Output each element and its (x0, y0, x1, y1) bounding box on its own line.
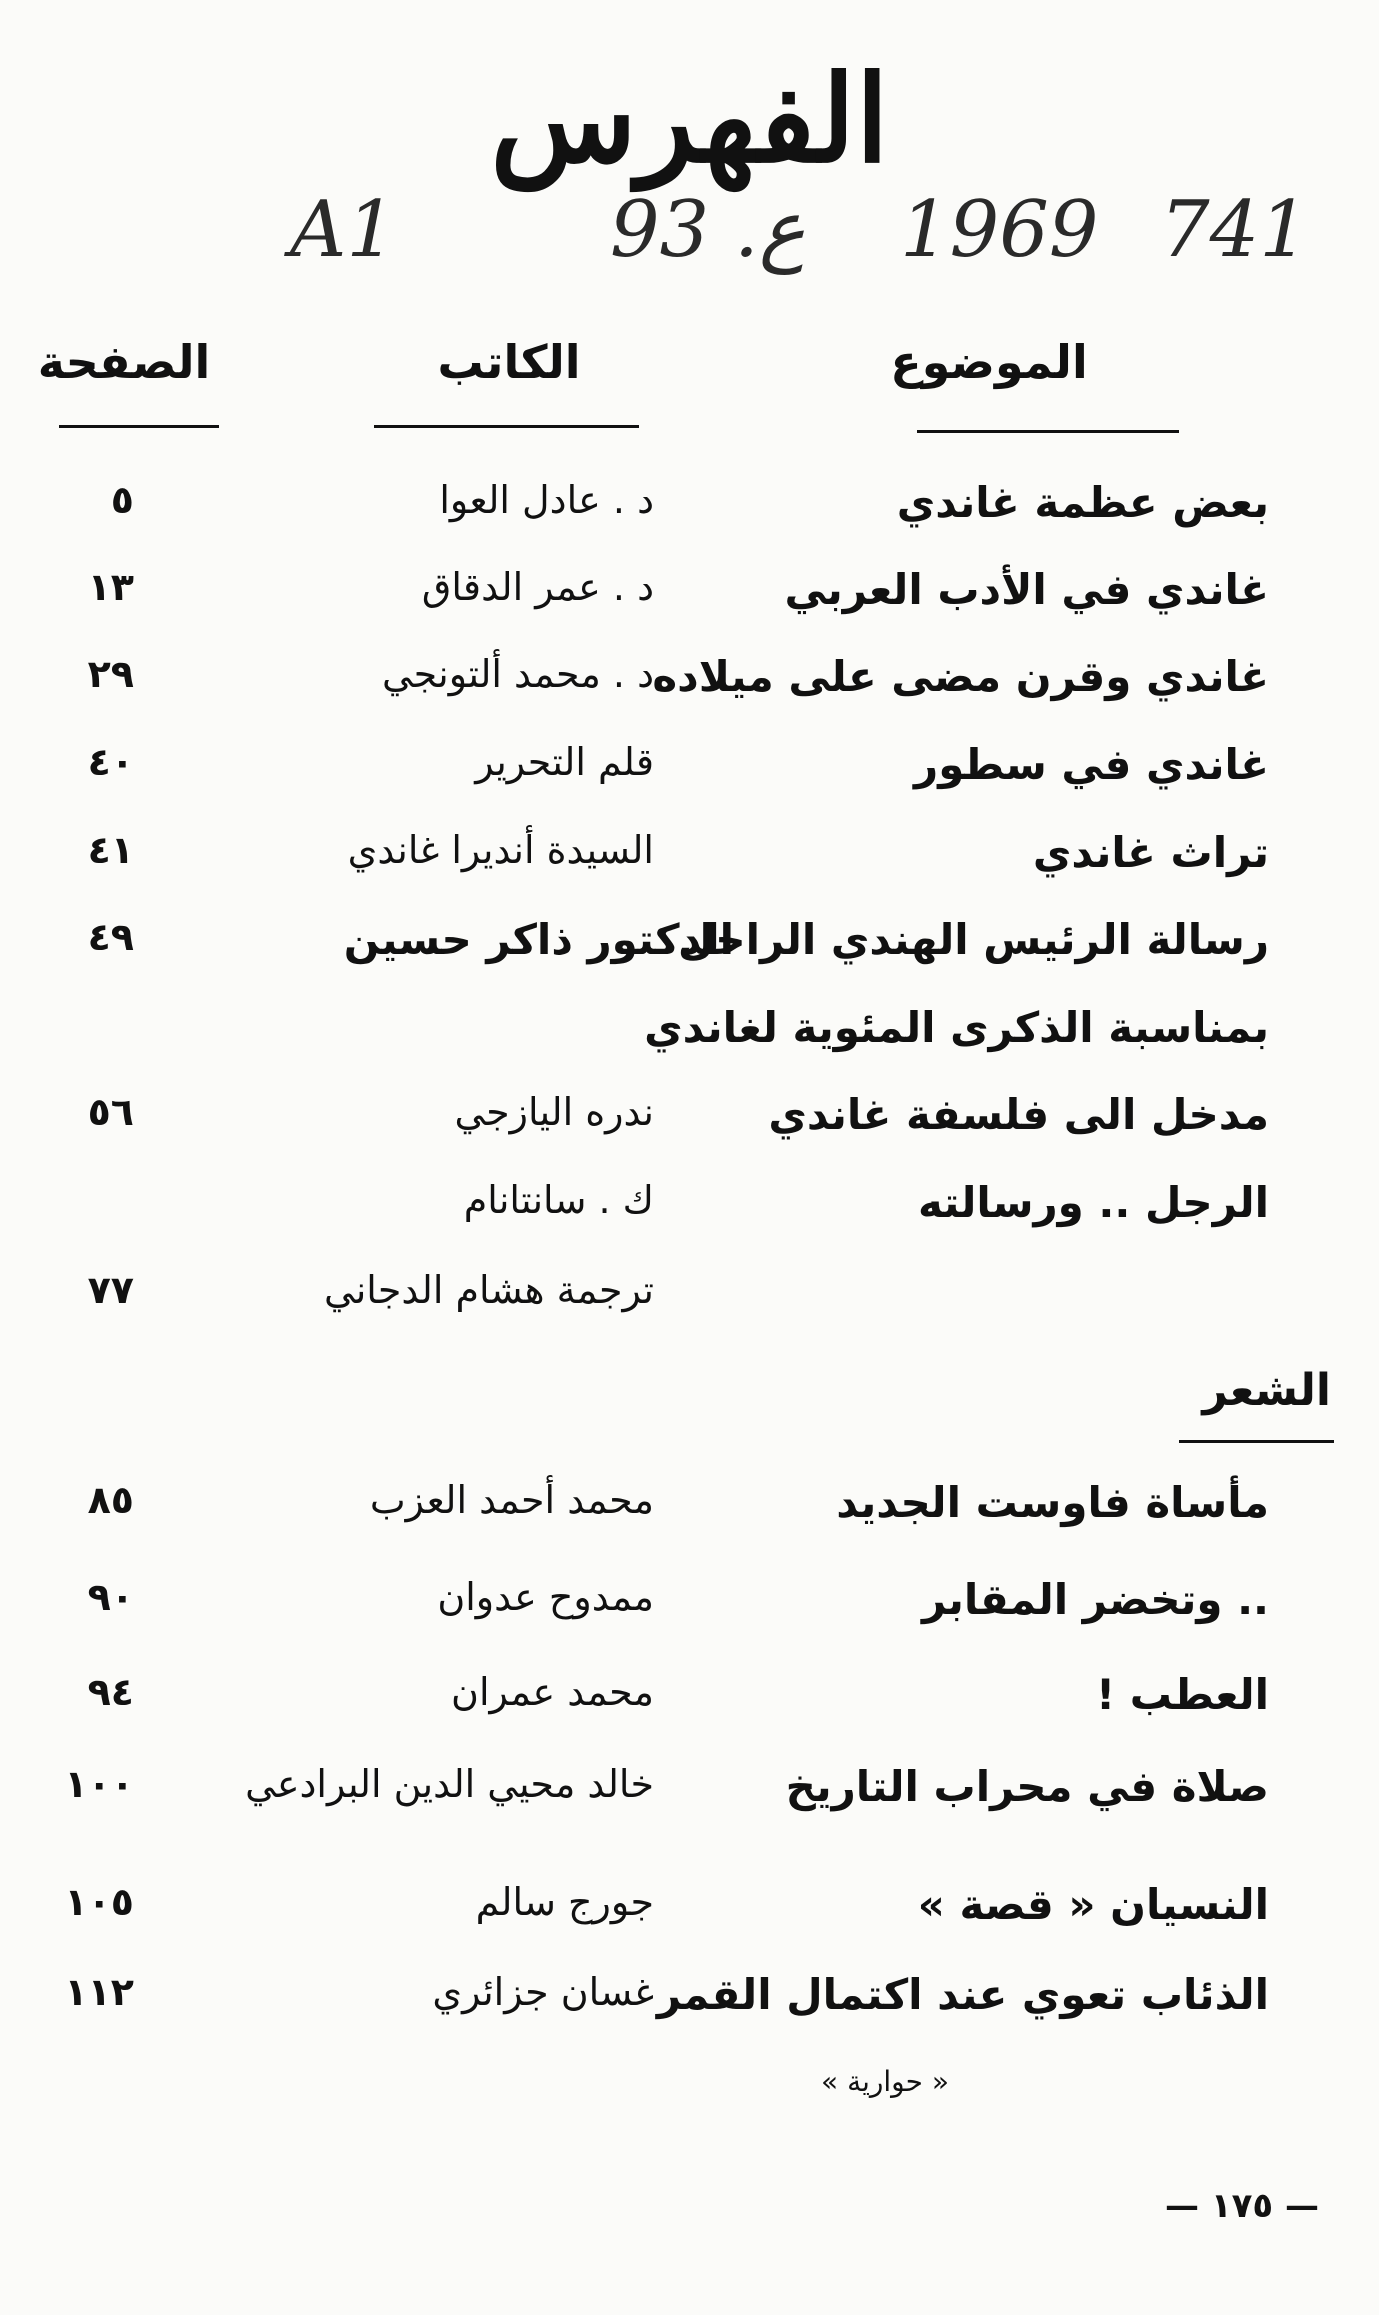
handwritten-note (290, 185, 1350, 295)
toc-row (0, 652, 1379, 732)
toc-subject: رسالة الرئيس الهندي الراحل (677, 915, 1269, 964)
toc-row (0, 828, 1379, 908)
page-number: — ١٧٥ — (1165, 2186, 1319, 2226)
toc-row (0, 1003, 1379, 1083)
toc-author: السيدة أنديرا غاندي (347, 828, 654, 872)
toc-page: ٧٧ (87, 1268, 134, 1312)
toc-subject: الرجل .. ورسالته (918, 1178, 1269, 1227)
toc-subject: الذئاب تعوي عند اكتمال القمر (656, 1970, 1269, 2019)
toc-row (0, 1090, 1379, 1170)
toc-page: ١٣ (87, 565, 134, 609)
toc-author: الدكتور ذاكر حسين (343, 915, 734, 964)
poetry-note: « حوارية » (821, 2065, 949, 2098)
toc-row (0, 1478, 1379, 1558)
toc-author: محمد عمران (451, 1670, 654, 1714)
header-page: الصفحة (37, 335, 211, 389)
toc-subject: غاندي في سطور (914, 740, 1269, 789)
toc-row (0, 1268, 1379, 1348)
toc-author: خالد محيي الدين البرادعي (245, 1762, 654, 1806)
header-subject: الموضوع (890, 335, 1088, 389)
toc-subject: العطب ! (1095, 1670, 1269, 1719)
toc-row (0, 740, 1379, 820)
handwritten-note-part: A1 (290, 185, 396, 275)
toc-subject: مدخل الى فلسفة غاندي (768, 1090, 1269, 1139)
toc-author: ترجمة هشام الدجاني (324, 1268, 654, 1312)
toc-row (0, 1880, 1379, 1960)
toc-page: ١٠٥ (64, 1880, 134, 1924)
toc-author: غسان جزائري (432, 1970, 654, 2014)
toc-page: ٩٤ (87, 1670, 134, 1714)
toc-page: ٤١ (87, 828, 134, 872)
toc-subject: بعض عظمة غاندي (896, 478, 1269, 527)
toc-page: ٨٥ (87, 1478, 134, 1522)
page-title: الفهرس (490, 49, 889, 190)
header-author-underline (374, 425, 639, 428)
poetry-section-underline (1179, 1440, 1334, 1443)
toc-page: ٥٦ (87, 1090, 134, 1134)
toc-subject: غاندي وقرن مضى على ميلاده (652, 652, 1269, 701)
toc-row (0, 478, 1379, 558)
toc-page: ٤٠ (87, 740, 134, 784)
toc-subject: النسيان « قصة » (917, 1880, 1269, 1929)
toc-author: ك . سانتانام (463, 1178, 654, 1222)
toc-subject: غاندي في الأدب العربي (784, 565, 1269, 614)
toc-subject: بمناسبة الذكرى المئوية لغاندي (644, 1003, 1269, 1052)
toc-page: ١٠٠ (64, 1762, 134, 1806)
toc-author: د . عمر الدقاق (421, 565, 654, 609)
toc-row (0, 1762, 1379, 1842)
toc-author: جورج سالم (475, 1880, 654, 1924)
toc-page: ٢٩ (87, 652, 134, 696)
toc-author: محمد أحمد العزب (369, 1478, 654, 1522)
handwritten-note-part: 741 (1160, 185, 1309, 275)
header-subject-underline (917, 430, 1179, 433)
toc-subject: تراث غاندي (1032, 828, 1269, 877)
poetry-section-title: الشعر (1202, 1365, 1331, 1416)
toc-row (0, 1575, 1379, 1655)
toc-author: د . محمد ألتونجي (381, 652, 654, 696)
handwritten-note-part: 1969 (900, 185, 1099, 275)
toc-page: ١١٢ (64, 1970, 134, 2014)
toc-row (0, 1670, 1379, 1750)
toc-row (0, 1178, 1379, 1258)
toc-page: ٥ (110, 478, 134, 522)
toc-author: قلم التحرير (475, 740, 654, 784)
toc-page: ٩٠ (87, 1575, 134, 1619)
toc-row (0, 1970, 1379, 2050)
handwritten-note-part: 93 .ع (610, 185, 806, 275)
toc-row (0, 565, 1379, 645)
toc-author: ممدوح عدوان (437, 1575, 654, 1619)
header-page-underline (59, 425, 219, 428)
toc-page: ٤٩ (87, 915, 134, 959)
toc-subject: صلاة في محراب التاريخ (785, 1762, 1269, 1811)
toc-subject: .. وتخضر المقابر (921, 1575, 1269, 1624)
toc-row (0, 915, 1379, 995)
toc-author: ندره اليازجي (454, 1090, 654, 1134)
toc-subject: مأساة فاوست الجديد (836, 1478, 1269, 1527)
toc-author: د . عادل العوا (439, 478, 654, 522)
header-author: الكاتب (437, 335, 581, 389)
